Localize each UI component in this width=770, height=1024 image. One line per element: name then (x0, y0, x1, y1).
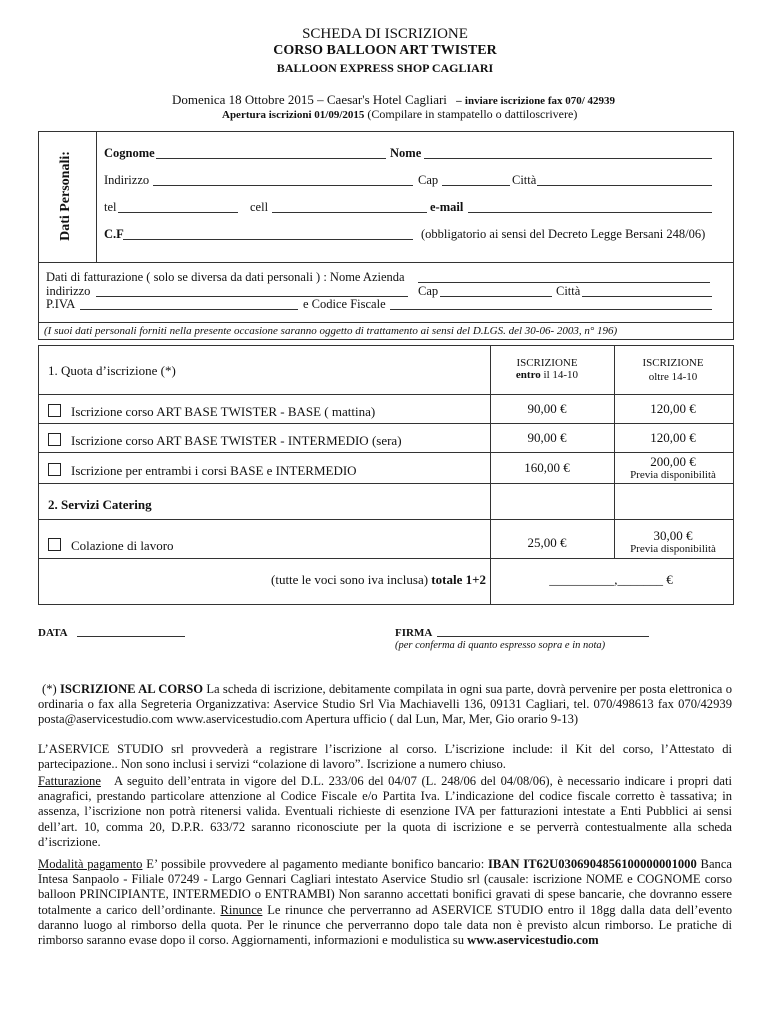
personal-data-side-label: Dati Personali: (58, 151, 73, 241)
fee-row-3-label: Iscrizione per entrambi i corsi BASE e INTERMEDIO (71, 463, 357, 478)
billing-cf-field[interactable] (390, 309, 712, 310)
note-iscrizione-text: La scheda di iscrizione, debitamente compilata in ogni sua parte, dovrà pervenire per posta elettronica o ordinaria o fax alla Segreteria Organizzativa: Aservice Studio Srl Via Machiavelli 136, 09131 Cagliari, tel. 070/498613 fax 070/42939 posta@aservicestudio.com www.aservicestudio.com Apertura ufficio ( dal Lun, Mar, Mer, Gio orario 9-13) (38, 682, 732, 727)
row-divider-6 (39, 558, 733, 559)
fee-row-2-early: 90,00 € (527, 430, 567, 445)
fee-row-2-checkbox[interactable] (48, 433, 61, 446)
billing-indirizzo-label: indirizzo (46, 284, 91, 298)
billing-citta-label: Città (556, 284, 581, 298)
opening-note: (Compilare in stampatello o dattiloscrivere) (367, 107, 578, 121)
cf-note: (obbligatorio ai sensi del Decreto Legge Bersani 248/06) (421, 227, 706, 241)
col-early-header-top: ISCRIZIONE (516, 357, 578, 369)
fee-row-2-label: Iscrizione corso ART BASE TWISTER - INTERMEDIO (sera) (71, 433, 402, 448)
fee-row-1-early: 90,00 € (527, 401, 567, 416)
row-divider-5 (39, 519, 733, 520)
billing-company-field[interactable] (418, 282, 710, 283)
cap-field[interactable] (442, 185, 510, 186)
fee-row-3-early: 160,00 € (524, 460, 570, 475)
note-iscrizione-lead: (*) (42, 682, 57, 696)
col-late-header-bottom: oltre 14-10 (648, 371, 698, 383)
privacy-note: (I suoi dati personali forniti nella presente occasione saranno oggetto di trattamento ai sensi del D.LGS. del 30-06- 2003, n° 196) (44, 325, 618, 337)
shop-name: BALLOON EXPRESS SHOP CAGLIARI (276, 61, 494, 75)
cf-field[interactable] (123, 239, 413, 240)
note-pagamento (38, 857, 732, 948)
note-pagamento-text-b: Banca Intesa Sanpaolo - Filiale 07249 - Largo Gennari Cagliari intestato Aservice Studio srl (causale: iscrizione NOME e COGNOME corso balloon PRINCIPIANTE, INTERMEDIO o ENTRAMBI) Non saranno accettati bonifici gravati di spese bancarie, che dovranno essere totalmente a carico dell’ordinante. (38, 857, 733, 917)
cf-label: C.F (104, 227, 124, 241)
email-field[interactable] (468, 212, 712, 213)
firma-note: (per conferma di quanto espresso sopra e in nota) (395, 640, 606, 651)
fee-row-2[interactable] (48, 433, 402, 449)
note-aservice: L’ASERVICE STUDIO srl provvederà a registrare l’iscrizione al corso. L’iscrizione include: il Kit del corso, l’Attestato di partecipazione.. Non sono inclusi i servizi “colazione di lavoro”. Iscrizione a numero chiuso. (38, 742, 732, 772)
note-fatturazione (38, 774, 732, 850)
nome-field[interactable] (424, 158, 712, 159)
section-2-title: 2. Servizi Catering (48, 497, 152, 512)
fee-row-1-label: Iscrizione corso ART BASE TWISTER - BASE ( mattina) (71, 404, 376, 419)
email-label: e-mail (430, 200, 464, 214)
total-value[interactable]: __________,_______ € (549, 572, 673, 587)
fee-row-1[interactable] (48, 404, 375, 420)
billing-cap-label: Cap (418, 284, 439, 298)
total-note: (tutte le voci sono iva inclusa) (271, 572, 429, 587)
fax-note: inviare iscrizione fax 070/ 42939 (464, 95, 616, 107)
col-early-header-bottom (490, 369, 604, 381)
fee-row-2-late: 120,00 € (650, 430, 696, 445)
row-divider-1 (39, 394, 733, 395)
data-label: DATA (38, 627, 68, 639)
nome-label: Nome (390, 146, 422, 160)
citta-label: Città (512, 173, 537, 187)
note-pagamento-text-a: E’ possibile provvedere al pagamento mediante bonifico bancario: (146, 857, 485, 871)
total-label (0, 572, 486, 588)
section-1-title: 1. Quota d’iscrizione (*) (48, 363, 176, 378)
tel-label: tel (104, 200, 117, 214)
col-early-header-date: il 14-10 (543, 369, 579, 381)
note-fatturazione-text: A seguito dell’entrata in vigore del D.L. 233/06 del 04/07 (L. 248/06 del 04/08/06), è necessario indicare i propri dati anagrafici, prestando particolare attenzione al Codice Fiscale e/o Partita Iva. L’indicazione del codice fiscale corretto è tassativa; in assenza, l’iscrizione non potrà ritenersi valida. Eventuali richieste di esenzione IVA per fatturazioni intestate a Enti Pubblici ai sensi dell’art. 10, comma 20, D.P.R. 633/72 saranno riconosciute per la quota di iscrizione e se perverrà contestualmente alla scheda d’iscrizione. (38, 774, 732, 849)
note-rinunce-title: Rinunce (220, 902, 263, 917)
data-field[interactable] (77, 636, 185, 637)
personal-data-divider (96, 132, 97, 262)
indirizzo-label: Indirizzo (104, 173, 150, 187)
note-iscrizione (38, 682, 732, 728)
note-iscrizione-title: ISCRIZIONE AL CORSO (59, 682, 204, 696)
fee-row-3-checkbox[interactable] (48, 463, 61, 476)
fee-row-1-late: 120,00 € (650, 401, 696, 416)
note-pagamento-title: Modalità pagamento (38, 857, 143, 871)
billing-piva-field[interactable] (80, 309, 298, 310)
cap-label: Cap (418, 173, 439, 187)
fee-row-3-late: 200,00 € (650, 454, 696, 469)
billing-cf-label: e Codice Fiscale (303, 297, 386, 311)
fee-row-3[interactable] (48, 463, 357, 479)
billing-divider (38, 322, 734, 323)
website-link[interactable]: www.aservicestudio.com (467, 933, 599, 948)
opening-info (222, 107, 577, 122)
catering-label: Colazione di lavoro (71, 538, 174, 553)
opening-date: Apertura iscrizioni 01/09/2015 (222, 109, 365, 121)
row-divider-4 (39, 483, 733, 484)
note-fatturazione-title: Fatturazione (38, 774, 101, 788)
row-divider-2 (39, 423, 733, 424)
cognome-label: Cognome (104, 146, 155, 160)
col-late-header (614, 357, 732, 383)
col-late-header-top: ISCRIZIONE (642, 357, 704, 369)
fee-row-1-checkbox[interactable] (48, 404, 61, 417)
firma-label: FIRMA (395, 627, 433, 639)
billing-piva-label: P.IVA (46, 297, 76, 311)
cell-label: cell (250, 200, 269, 214)
course-title: CORSO BALLOON ART TWISTER (273, 43, 497, 58)
indirizzo-field[interactable] (153, 185, 413, 186)
note-pagamento-iban: IBAN IT62U0306904856100000001000 (488, 857, 697, 871)
row-divider-3 (39, 452, 733, 453)
cell-field[interactable] (272, 212, 427, 213)
citta-field[interactable] (537, 185, 712, 186)
catering-late-note: Previa disponibilità (630, 543, 716, 555)
fee-row-3-late-note: Previa disponibilità (630, 469, 716, 481)
total-bold: totale 1+2 (431, 572, 486, 587)
catering-early: 25,00 € (527, 535, 567, 550)
event-date-location: Domenica 18 Ottobre 2015 – Caesar's Hotel Cagliari (172, 92, 447, 107)
cognome-field[interactable] (156, 158, 386, 159)
tel-field[interactable] (118, 212, 238, 213)
catering-row[interactable] (48, 538, 174, 554)
col-early-header-bold: entro (515, 369, 541, 381)
billing-citta-field[interactable] (582, 296, 712, 297)
fax-note-dash: – (456, 95, 462, 107)
catering-checkbox[interactable] (48, 538, 61, 551)
billing-cap-field[interactable] (440, 296, 552, 297)
catering-late: 30,00 € (653, 528, 693, 543)
note-pagamento-text-c: Le rinunce che perverranno ad ASERVICE STUDIO entro il 18gg dalla data dell’evento daranno luogo al rimborso della quota. Per le rinunce che perverranno dopo tale data non è previsto alcun rimborso. Le pratiche di rimborso saranno evase dopo il corso. Aggiornamenti, informazioni e modulistica su (38, 902, 732, 948)
firma-field[interactable] (437, 636, 649, 637)
col-early-header (490, 357, 604, 381)
event-info (172, 92, 615, 108)
form-title: SCHEDA DI ISCRIZIONE (302, 26, 468, 42)
billing-intro: Dati di fatturazione ( solo se diversa da dati personali ) : Nome Azienda (46, 270, 405, 284)
